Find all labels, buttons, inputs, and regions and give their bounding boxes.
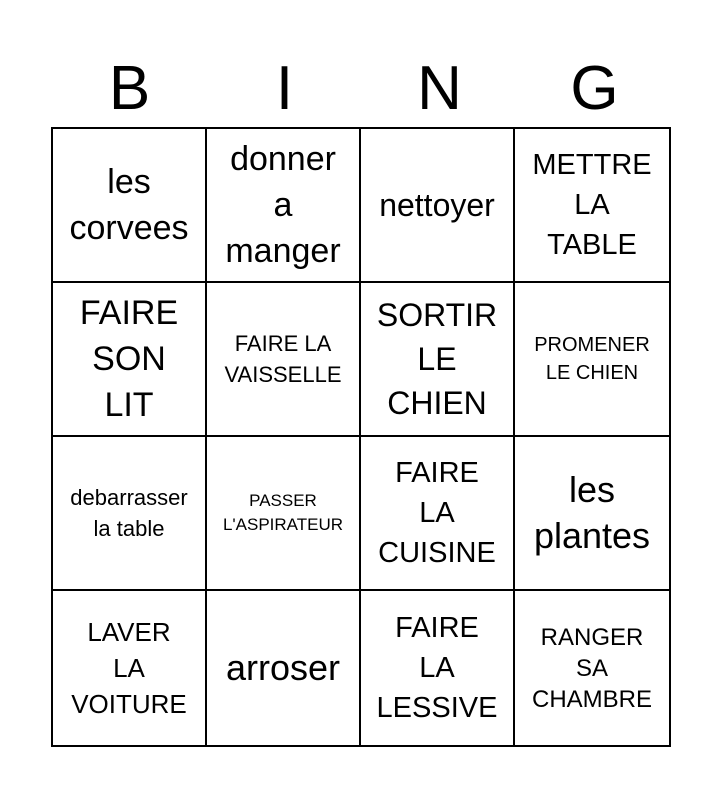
header-letter-i: I [275,54,294,123]
cell-text: PASSER L'ASPIRATEUR [222,491,344,534]
bingo-cell[interactable] [207,591,361,745]
cell-text: FAIRE SON LIT [79,294,179,424]
header-letter-g: G [570,54,619,123]
bingo-cell[interactable] [515,591,669,745]
cell-text: les plantes [533,469,651,556]
bingo-cell[interactable] [515,283,669,437]
bingo-cell[interactable] [207,283,361,437]
bingo-cell[interactable] [53,591,207,745]
header-letter-b: B [108,54,151,123]
bingo-cell[interactable] [53,129,207,283]
bingo-cell[interactable] [361,437,515,591]
cell-text: SORTIR LE CHIEN [376,297,498,421]
bingo-cell[interactable] [361,283,515,437]
cell-text: debarrasser la table [70,485,188,541]
cell-text: PROMENER LE CHIEN [534,334,650,384]
bingo-board [51,127,671,747]
bingo-cell[interactable] [515,437,669,591]
cell-text: FAIRE LA CUISINE [378,457,496,569]
cell-text: METTRE LA TABLE [532,149,652,261]
cell-text: RANGER SA CHAMBRE [531,623,652,713]
cell-text: FAIRE LA VAISSELLE [224,331,342,387]
bingo-cell[interactable] [361,129,515,283]
bingo-cell[interactable] [207,129,361,283]
cell-text: arroser [225,647,341,688]
bingo-cell[interactable] [53,437,207,591]
cell-text: LAVER LA VOITURE [71,617,187,719]
bingo-header [52,50,672,128]
cell-text: FAIRE LA LESSIVE [376,612,498,724]
cell-text: nettoyer [379,187,495,223]
cell-text: les corvees [69,163,189,247]
bingo-cell[interactable] [207,437,361,591]
bingo-cell[interactable] [361,591,515,745]
cell-text: donner a manger [225,140,341,270]
bingo-cell[interactable] [515,129,669,283]
bingo-cell[interactable] [53,283,207,437]
header-letter-n: N [417,54,462,123]
